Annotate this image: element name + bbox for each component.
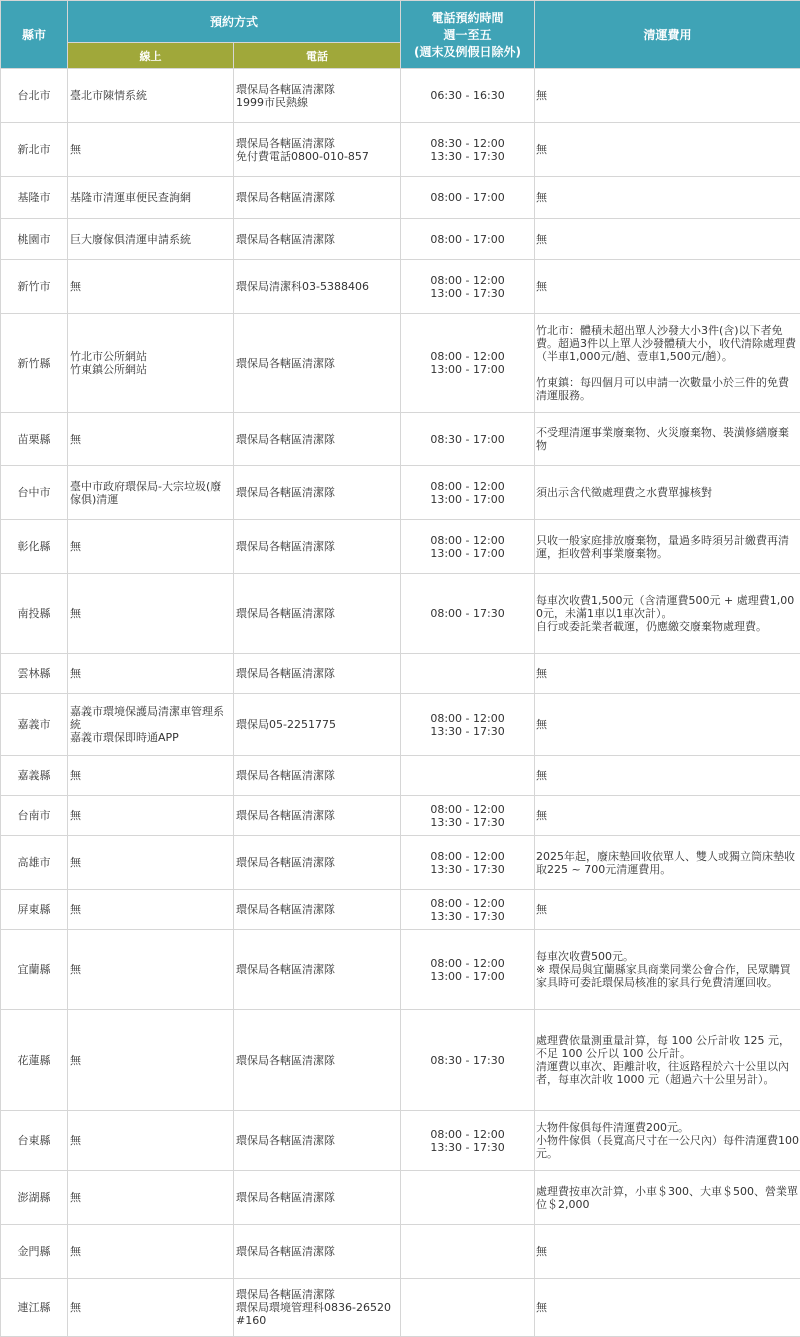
phone-booking-cell-text: 環保局各轄區清潔隊 1999市民熱線 [236,83,398,109]
fee-cell-text: 無 [536,769,799,782]
online-booking-cell-text: 無 [70,607,231,620]
phone-booking-cell [234,123,401,177]
online-booking-cell [68,1225,234,1279]
county-cell-text: 花蓮縣 [3,1054,65,1067]
fee-cell-text: 無 [536,233,799,246]
fee-cell [535,413,800,466]
online-booking-cell [68,694,234,756]
fee-cell [535,466,800,520]
table-row [1,1225,800,1279]
county-cell-text: 新竹縣 [3,357,65,370]
phone-time-cell [401,694,535,756]
phone-time-cell-text: 08:00 - 12:00 13:30 - 17:30 [403,803,532,829]
phone-booking-cell [234,796,401,836]
phone-time-cell [401,654,535,694]
fee-cell-text: 只收一般家庭排放廢棄物，量過多時須另計繳費再清運，拒收營利事業廢棄物。 [536,534,799,560]
fee-cell-text: 無 [536,903,799,916]
county-cell [1,219,68,260]
phone-time-cell-text: 08:00 - 17:00 [403,233,532,246]
online-booking-cell [68,890,234,930]
phone-time-cell [401,890,535,930]
online-booking-cell-text: 無 [70,1301,231,1314]
phone-booking-cell-text: 環保局各轄區清潔隊 [236,433,398,446]
phone-booking-cell [234,466,401,520]
phone-time-cell [401,466,535,520]
fee-cell [535,930,800,1010]
fee-cell [535,177,800,219]
county-cell-text: 新竹市 [3,280,65,293]
phone-time-cell [401,1111,535,1171]
fee-cell-text: 2025年起，廢床墊回收依單人、雙人或獨立筒床墊收取225 ~ 700元清運費用。 [536,850,799,876]
table-row [1,796,800,836]
fee-cell [535,654,800,694]
phone-time-cell [401,1225,535,1279]
online-booking-cell [68,466,234,520]
fee-cell-text: 每車次收費1,500元（含清運費500元 + 處理費1,000元，未滿1車以1車次計）。 自行或委託業者載運，仍應繳交廢棄物處理費。 [536,594,799,633]
fee-cell-text: 處理費依量測重量計算，每 100 公斤計收 125 元，不足 100 公斤以 100 公斤計。 清運費以車次、距離計收，往返路程於六十公里以內者，每車次計收 1000 元（超過六十公里另計）。 [536,1034,799,1086]
county-cell-text: 連江縣 [3,1301,65,1314]
fee-cell [535,1171,800,1225]
phone-time-cell [401,314,535,413]
phone-booking-cell-text: 環保局各轄區清潔隊 [236,191,398,204]
county-cell [1,890,68,930]
online-booking-cell [68,177,234,219]
table-row [1,694,800,756]
phone-booking-cell-text: 環保局05-2251775 [236,718,398,731]
table-row [1,314,800,413]
fee-cell [535,574,800,654]
phone-booking-cell [234,694,401,756]
online-booking-cell-text: 無 [70,903,231,916]
phone-booking-cell-text: 環保局各轄區清潔隊 [236,963,398,976]
phone-booking-cell-text: 環保局清潔科03-5388406 [236,280,398,293]
county-cell [1,654,68,694]
county-cell-text: 台中市 [3,486,65,499]
phone-booking-cell-text: 環保局各轄區清潔隊 [236,1134,398,1147]
online-booking-cell [68,836,234,890]
table-row [1,1279,800,1337]
online-booking-cell [68,260,234,314]
table-row [1,930,800,1010]
county-cell [1,1225,68,1279]
phone-time-cell [401,69,535,123]
online-booking-cell-text: 無 [70,1134,231,1147]
phone-booking-cell [234,69,401,123]
fee-cell [535,123,800,177]
table-row [1,574,800,654]
phone-booking-cell-text: 環保局各轄區清潔隊 [236,769,398,782]
phone-time-cell [401,574,535,654]
online-booking-cell [68,1279,234,1337]
phone-booking-cell-text: 環保局各轄區清潔隊 [236,1191,398,1204]
county-cell-text: 台南市 [3,809,65,822]
online-booking-cell-text: 無 [70,963,231,976]
table-row [1,466,800,520]
fee-cell-text: 無 [536,809,799,822]
phone-time-cell [401,930,535,1010]
phone-time-cell-text: 08:00 - 12:00 13:00 - 17:00 [403,957,532,983]
phone-booking-cell-text: 環保局各轄區清潔隊 [236,1245,398,1258]
online-booking-cell-text: 基隆市清運車便民查詢網 [70,191,231,204]
county-cell [1,177,68,219]
county-cell [1,520,68,574]
online-booking-cell-text: 無 [70,809,231,822]
table-row [1,1010,800,1111]
phone-booking-cell-text: 環保局各轄區清潔隊 [236,856,398,869]
table-row [1,520,800,574]
phone-booking-cell [234,574,401,654]
online-booking-cell-text: 無 [70,1054,231,1067]
phone-booking-cell [234,177,401,219]
phone-booking-cell-text: 環保局各轄區清潔隊 免付費電話0800-010-857 [236,137,398,163]
phone-time-cell-text: 08:00 - 12:00 13:30 - 17:30 [403,897,532,923]
county-cell [1,69,68,123]
online-booking-cell-text: 竹北市公所網站 竹東鎮公所網站 [70,350,231,376]
county-cell [1,836,68,890]
phone-booking-cell-text: 環保局各轄區清潔隊 [236,540,398,553]
table-row [1,654,800,694]
phone-booking-cell-text: 環保局各轄區清潔隊 [236,903,398,916]
phone-booking-cell [234,260,401,314]
online-booking-cell-text: 臺中市政府環保局-大宗垃圾(廢傢俱)清運 [70,480,231,506]
phone-time-cell [401,1279,535,1337]
county-cell [1,123,68,177]
county-cell [1,574,68,654]
header-phone: 電話 [234,43,401,69]
fee-cell [535,260,800,314]
fee-cell-text: 無 [536,718,799,731]
phone-booking-cell [234,836,401,890]
fee-cell [535,694,800,756]
phone-booking-cell-text: 環保局各轄區清潔隊 [236,607,398,620]
county-cell [1,1279,68,1337]
online-booking-cell [68,1111,234,1171]
phone-booking-cell [234,654,401,694]
phone-booking-cell [234,413,401,466]
phone-time-cell-text: 08:30 - 17:00 [403,433,532,446]
table-row [1,413,800,466]
table-row [1,260,800,314]
county-cell-text: 澎湖縣 [3,1191,65,1204]
table-body [1,69,800,1337]
table-row [1,219,800,260]
fee-cell [535,520,800,574]
phone-time-cell [401,1171,535,1225]
table-row [1,890,800,930]
phone-booking-cell-text: 環保局各轄區清潔隊 [236,357,398,370]
fee-cell [535,796,800,836]
phone-booking-cell [234,1279,401,1337]
phone-time-cell [401,796,535,836]
online-booking-cell [68,219,234,260]
fee-cell-text: 處理費按車次計算，小車＄300、大車＄500、營業單位＄2,000 [536,1185,799,1211]
fee-cell [535,219,800,260]
online-booking-cell [68,574,234,654]
phone-time-cell-text: 08:00 - 12:00 13:00 - 17:00 [403,480,532,506]
phone-booking-cell-text: 環保局各轄區清潔隊 [236,667,398,680]
county-cell [1,796,68,836]
table-row [1,1171,800,1225]
county-cell [1,756,68,796]
phone-booking-cell [234,1171,401,1225]
online-booking-cell-text: 無 [70,1245,231,1258]
phone-booking-cell-text: 環保局各轄區清潔隊 [236,233,398,246]
phone-booking-cell-text: 環保局各轄區清潔隊 [236,1054,398,1067]
online-booking-cell-text: 無 [70,280,231,293]
header-booking: 預約方式 [68,1,401,43]
phone-booking-cell [234,520,401,574]
county-cell-text: 台東縣 [3,1134,65,1147]
header-time-title: 電話預約時間 [401,9,534,26]
phone-time-cell [401,413,535,466]
fee-cell-text: 大物件傢俱每件清運費200元。 小物件傢俱（長寬高尺寸在一公尺內）每件清運費100元。 [536,1121,799,1160]
table-row [1,69,800,123]
phone-time-cell [401,219,535,260]
county-cell [1,413,68,466]
phone-booking-cell [234,890,401,930]
header-time-note: (週末及例假日除外) [401,43,534,60]
county-cell [1,260,68,314]
online-booking-cell-text: 無 [70,769,231,782]
phone-time-cell [401,123,535,177]
county-cell [1,466,68,520]
phone-booking-cell-text: 環保局各轄區清潔隊 [236,809,398,822]
fee-cell-text: 竹北市：體積未超出單人沙發大小3件(含)以下者免費。超過3件以上單人沙發體積大小，收代清除處理費（半車1,000元/趟、壹車1,500元/趟）。 竹東鎮：每四個月可以申請一次數量小於三件的免費清運服務。 [536,324,799,402]
online-booking-cell-text: 無 [70,433,231,446]
fee-cell-text: 無 [536,1301,799,1314]
county-cell-text: 新北市 [3,143,65,156]
online-booking-cell [68,654,234,694]
phone-booking-cell [234,219,401,260]
phone-time-cell-text: 08:00 - 12:00 13:30 - 17:30 [403,850,532,876]
county-cell-text: 高雄市 [3,856,65,869]
fee-cell-text: 無 [536,143,799,156]
phone-time-cell-text: 08:00 - 12:00 13:00 - 17:30 [403,274,532,300]
county-cell-text: 苗栗縣 [3,433,65,446]
county-cell-text: 雲林縣 [3,667,65,680]
fee-cell [535,836,800,890]
phone-booking-cell [234,1111,401,1171]
county-cell-text: 嘉義縣 [3,769,65,782]
county-cell-text: 金門縣 [3,1245,65,1258]
online-booking-cell-text: 無 [70,667,231,680]
fee-cell [535,756,800,796]
table-row [1,756,800,796]
county-cell [1,694,68,756]
fee-cell-text: 無 [536,191,799,204]
phone-time-cell [401,520,535,574]
online-booking-cell [68,1010,234,1111]
phone-time-cell-text: 06:30 - 16:30 [403,89,532,102]
fee-cell-text: 無 [536,1245,799,1258]
fee-cell [535,1010,800,1111]
online-booking-cell [68,413,234,466]
phone-time-cell-text: 08:00 - 17:30 [403,607,532,620]
phone-time-cell [401,1010,535,1111]
county-cell-text: 南投縣 [3,607,65,620]
online-booking-cell-text: 嘉義市環境保護局清潔車管理系統 嘉義市環保即時通APP [70,705,231,744]
phone-time-cell-text: 08:00 - 12:00 13:00 - 17:00 [403,534,532,560]
online-booking-cell-text: 無 [70,540,231,553]
county-cell [1,314,68,413]
online-booking-cell [68,520,234,574]
fee-cell-text: 無 [536,667,799,680]
county-cell [1,1010,68,1111]
phone-time-cell-text: 08:00 - 12:00 13:30 - 17:30 [403,712,532,738]
fee-cell [535,1225,800,1279]
phone-time-cell-text: 08:30 - 12:00 13:30 - 17:30 [403,137,532,163]
online-booking-cell [68,796,234,836]
online-booking-cell [68,123,234,177]
phone-time-cell-text: 08:00 - 12:00 13:30 - 17:30 [403,1128,532,1154]
phone-time-cell [401,177,535,219]
county-cell-text: 嘉義市 [3,718,65,731]
phone-booking-cell-text: 環保局各轄區清潔隊 [236,486,398,499]
header-county: 縣市 [1,1,68,69]
online-booking-cell-text: 巨大廢傢俱清運申請系統 [70,233,231,246]
county-cell-text: 基隆市 [3,191,65,204]
fee-cell [535,69,800,123]
fee-cell [535,890,800,930]
fee-cell-text: 無 [536,280,799,293]
phone-booking-cell [234,756,401,796]
online-booking-cell-text: 無 [70,1191,231,1204]
online-booking-cell [68,756,234,796]
fee-cell [535,1279,800,1337]
county-cell-text: 宜蘭縣 [3,963,65,976]
county-cell-text: 彰化縣 [3,540,65,553]
online-booking-cell [68,314,234,413]
online-booking-cell-text: 無 [70,856,231,869]
online-booking-cell [68,1171,234,1225]
fee-cell [535,314,800,413]
county-cell [1,1171,68,1225]
online-booking-cell-text: 臺北市陳情系統 [70,89,231,102]
table-row [1,1111,800,1171]
county-cell-text: 屏東縣 [3,903,65,916]
fee-cell-text: 無 [536,89,799,102]
table-row [1,123,800,177]
county-cell [1,930,68,1010]
header-time-weekdays: 週一至五 [401,26,534,43]
online-booking-cell [68,930,234,1010]
phone-time-cell [401,836,535,890]
phone-booking-cell [234,1010,401,1111]
header-online: 線上 [68,43,234,69]
header-phone-time [401,1,535,69]
fee-cell-text: 須出示含代徵處理費之水費單據核對 [536,486,799,499]
fee-cell-text: 不受理清運事業廢棄物、火災廢棄物、裝潢修繕廢棄物 [536,426,799,452]
header-fee: 清運費用 [535,1,800,69]
phone-time-cell-text: 08:00 - 17:00 [403,191,532,204]
phone-time-cell [401,260,535,314]
fee-cell [535,1111,800,1171]
county-cell [1,1111,68,1171]
phone-booking-cell [234,1225,401,1279]
table-row [1,177,800,219]
online-booking-cell [68,69,234,123]
table-row [1,836,800,890]
phone-booking-cell [234,930,401,1010]
phone-booking-cell-text: 環保局各轄區清潔隊 環保局環境管理科0836-26520 #160 [236,1288,398,1327]
phone-time-cell-text: 08:00 - 12:00 13:00 - 17:00 [403,350,532,376]
online-booking-cell-text: 無 [70,143,231,156]
phone-time-cell [401,756,535,796]
phone-time-cell-text: 08:30 - 17:30 [403,1054,532,1067]
county-cell-text: 桃園市 [3,233,65,246]
phone-booking-cell [234,314,401,413]
county-cell-text: 台北市 [3,89,65,102]
fee-cell-text: 每車次收費500元。 ※ 環保局與宜蘭縣家具商業同業公會合作，民眾購買家具時可委託環保局核准的家具行免費清運回收。 [536,950,799,989]
